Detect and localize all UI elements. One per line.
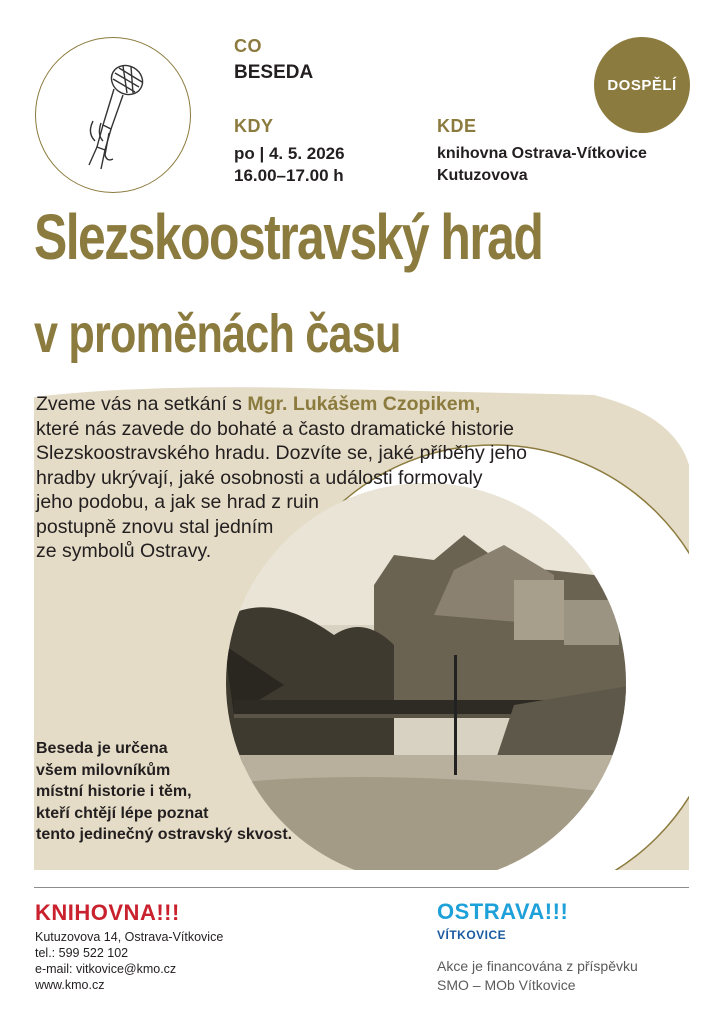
audience-badge: DOSPĚLÍ (594, 37, 690, 133)
intro-line: Slezskoostravského hradu. Dozvíte se, jaké příběhy jeho (36, 442, 528, 464)
closing-line: místní historie i těm, (36, 783, 192, 800)
kde-street: Kutuzovova (437, 167, 528, 184)
kde-label: KDE (437, 116, 477, 136)
kde-place: knihovna Ostrava-Vítkovice (437, 145, 647, 162)
footer-divider (34, 887, 689, 888)
intro-lead: Zveme vás na setkání s (36, 393, 248, 415)
intro-line: hradby ukrývají, jaké osobnosti a události formovaly (36, 466, 483, 489)
speaker-name: Mgr. Lukášem Czopikem, (247, 393, 481, 415)
closing-paragraph (36, 738, 396, 846)
co-label: CO (234, 36, 262, 56)
closing-line: kteří chtějí lépe poznat (36, 804, 209, 822)
closing-line: Beseda je určena (36, 740, 168, 757)
intro-paragraph (36, 392, 696, 564)
ostrava-logo: OSTRAVA!!! (437, 899, 569, 924)
funding-line: Akce je financována z příspěvku (437, 958, 638, 974)
co-value: BESEDA (234, 62, 314, 83)
library-email[interactable]: e-mail: vitkovice@kmo.cz (35, 962, 177, 976)
intro-line: jeho podobu, a jak se hrad z ruin (36, 491, 319, 513)
intro-line: ze symbolů Ostravy. (36, 540, 212, 562)
ostrava-district: VÍTKOVICE (437, 928, 507, 942)
library-contact (35, 929, 223, 993)
microphone-icon (35, 37, 191, 193)
funding-line: SMO – MOb Vítkovice (437, 977, 576, 993)
kdy-date: po | 4. 5. 2026 (234, 144, 345, 163)
library-web[interactable]: www.kmo.cz (35, 978, 105, 992)
title-line-2: v proměnách času (34, 304, 401, 364)
microphone-emblem (35, 37, 191, 193)
library-logo: KNIHOVNA!!! (35, 900, 180, 925)
closing-line: všem milovníkům (36, 761, 171, 779)
intro-line: postupně znovu stal jedním (36, 515, 274, 538)
kdy-time: 16.00–17.00 h (234, 166, 344, 185)
intro-line: které nás zavede do bohaté a často dramatické historie (36, 417, 515, 440)
closing-line: tento jedinečný ostravský skvost. (36, 826, 293, 843)
library-address: Kutuzovova 14, Ostrava-Vítkovice (35, 930, 224, 944)
funding-note (437, 957, 638, 995)
kdy-label: KDY (234, 116, 274, 136)
title-line-1: Slezskoostravský hrad (34, 201, 543, 273)
library-phone: tel.: 599 522 102 (35, 946, 129, 960)
